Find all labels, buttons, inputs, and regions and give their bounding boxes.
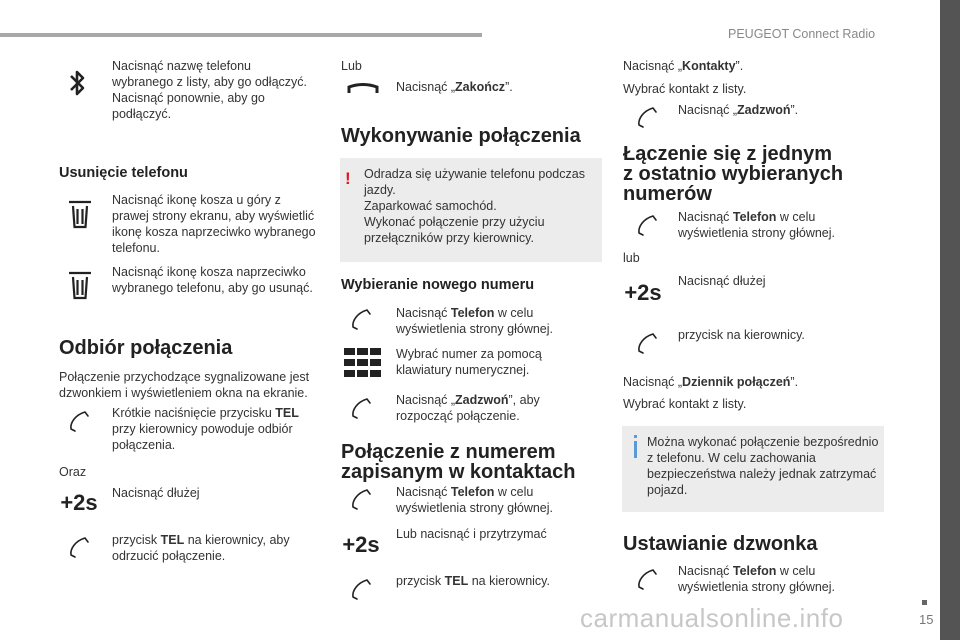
info-icon-dot [634, 435, 637, 438]
heading-remove-phone: Usunięcie telefonu [59, 165, 188, 181]
trash1-line-2: prawej strony ekranu, aby wyświetlić [112, 209, 315, 223]
page-number: 15 [919, 612, 934, 627]
tel1-line-1: Nacisnąć Telefon w celu [396, 306, 534, 320]
call-line-1: Nacisnąć „Zadzwoń”, aby [396, 393, 540, 407]
choose-contact-2: Wybrać kontakt z listy. [623, 397, 747, 411]
phone-handset-icon [348, 395, 374, 421]
keypad-line-2: klawiatury numerycznej. [396, 363, 530, 377]
heading-recent-2: z ostatnio wybieranych [623, 163, 844, 185]
trash1-line-3: ikonę kosza naprzeciwko wybranego [112, 225, 316, 239]
warning-line-5: przełączników przy kierownicy. [364, 231, 534, 245]
hold-2s-icon: +2s [624, 280, 662, 305]
heading-recent-3: numerów [623, 183, 712, 205]
trash2-line-2: wybranego telefonu, aby go usunąć. [112, 281, 313, 295]
receive-intro-1: Połączenie przychodzące sygnalizowane jest [59, 370, 310, 384]
receive-intro-2: dzwonkiem i wyświetleniem okna na ekranie. [59, 386, 308, 400]
long-press-label-2: Nacisnąć dłużej [678, 274, 766, 288]
tel3-line-2: wyświetlenia strony głównej. [678, 226, 836, 240]
info-line-4: pojazd. [647, 483, 688, 497]
keypad-icon [344, 348, 382, 378]
call-line-2: rozpocząć połączenie. [396, 409, 520, 423]
heading-ringtone: Ustawianie dzwonka [623, 533, 818, 555]
warning-line-1: Odradza się używanie telefonu podczas [364, 167, 585, 181]
call3-text: Nacisnąć „Zadzwoń”. [678, 103, 799, 117]
short-press-line-2: przy kierownicy powoduje odbiór [112, 422, 293, 436]
tel-button-text: przycisk TEL na kierownicy. [396, 574, 550, 588]
bluetooth-icon [66, 66, 88, 100]
heading-making-calls: Wykonywanie połączenia [341, 125, 581, 147]
contacts-text: Nacisnąć „Kontakty”. [623, 59, 744, 73]
page-sidebar [940, 0, 960, 640]
phone-handset-icon [634, 104, 660, 130]
tel2-line-2: wyświetlenia strony głównej. [396, 501, 554, 515]
phone-handset-icon [66, 534, 92, 560]
hold-2s-icon: +2s [342, 532, 380, 557]
end-call-text: Nacisnąć „Zakończ”. [396, 80, 513, 94]
watermark: carmanualsonline.info [580, 603, 844, 633]
heading-recent-1: Łączenie się z jednym [623, 143, 832, 165]
heading-receive-call: Odbiór połączenia [59, 337, 233, 359]
phone-handset-icon [348, 306, 374, 332]
hold-2s-icon: +2s [60, 490, 98, 515]
trash1-line-1: Nacisnąć ikonę kosza u góry z [112, 193, 281, 207]
trash1-line-4: telefonu. [112, 241, 160, 255]
keypad-line-1: Wybrać numer za pomocą [396, 347, 542, 361]
wheel-button-text: przycisk na kierownicy. [678, 328, 805, 342]
bt-line-4: podłączyć. [112, 107, 172, 121]
tel4-line-1: Nacisnąć Telefon w celu [678, 564, 816, 578]
page-header-title: PEUGEOT Connect Radio [728, 27, 876, 41]
bt-line-1: Nacisnąć nazwę telefonu [112, 59, 251, 73]
heading-contact-call-2: zapisanym w kontaktach [341, 461, 576, 483]
warning-line-2: jazdy. [364, 183, 396, 197]
heading-contact-call-1: Połączenie z numerem [341, 441, 556, 463]
header-rule [0, 33, 482, 37]
tel3-line-1: Nacisnąć Telefon w celu [678, 210, 816, 224]
bt-line-3: Nacisnąć ponownie, aby go [112, 91, 265, 105]
tel1-line-2: wyświetlenia strony głównej. [396, 322, 554, 336]
bt-line-2: wybranego z listy, aby go odłączyć. [112, 75, 308, 89]
choose-contact-1: Wybrać kontakt z listy. [623, 82, 747, 96]
info-line-3: bezpieczeństwa należy jednak zatrzymać [647, 467, 877, 481]
phone-handset-icon [348, 576, 374, 602]
warning-icon: ! [345, 169, 351, 188]
heading-dial-new: Wybieranie nowego numeru [341, 277, 535, 293]
reject-line-2: odrzucić połączenie. [112, 549, 226, 563]
lub-label: Lub [341, 59, 362, 73]
info-line-1: Można wykonać połączenie bezpośrednio [647, 435, 879, 449]
phone-handset-icon [634, 212, 660, 238]
info-line-2: z telefonu. W celu zachowania [647, 451, 816, 465]
phone-handset-icon [634, 566, 660, 592]
hold-label: Lub nacisnąć i przytrzymać [396, 527, 547, 541]
phone-handset-icon [66, 408, 92, 434]
trash-icon [66, 197, 94, 231]
phone-handset-icon [634, 330, 660, 356]
phone-handset-icon [348, 486, 374, 512]
warning-line-4: Wykonać połączenie przy użyciu [364, 215, 545, 229]
tel2-line-1: Nacisnąć Telefon w celu [396, 485, 534, 499]
hang-up-icon [346, 82, 380, 96]
reject-line-1: przycisk TEL na kierownicy, aby [112, 533, 290, 547]
oraz-label: Oraz [59, 465, 87, 479]
trash-icon [66, 268, 94, 302]
lub-label-2: lub [623, 251, 640, 265]
short-press-line-1: Krótkie naciśnięcie przycisku TEL [112, 406, 299, 420]
info-icon [634, 441, 637, 458]
page-dot [922, 600, 927, 605]
tel4-line-2: wyświetlenia strony głównej. [678, 580, 836, 594]
warning-line-3: Zaparkować samochód. [364, 199, 497, 213]
trash2-line-1: Nacisnąć ikonę kosza naprzeciwko [112, 265, 306, 279]
short-press-line-3: połączenia. [112, 438, 176, 452]
long-press-label: Nacisnąć dłużej [112, 486, 200, 500]
call-log-text: Nacisnąć „Dziennik połączeń”. [623, 375, 799, 389]
